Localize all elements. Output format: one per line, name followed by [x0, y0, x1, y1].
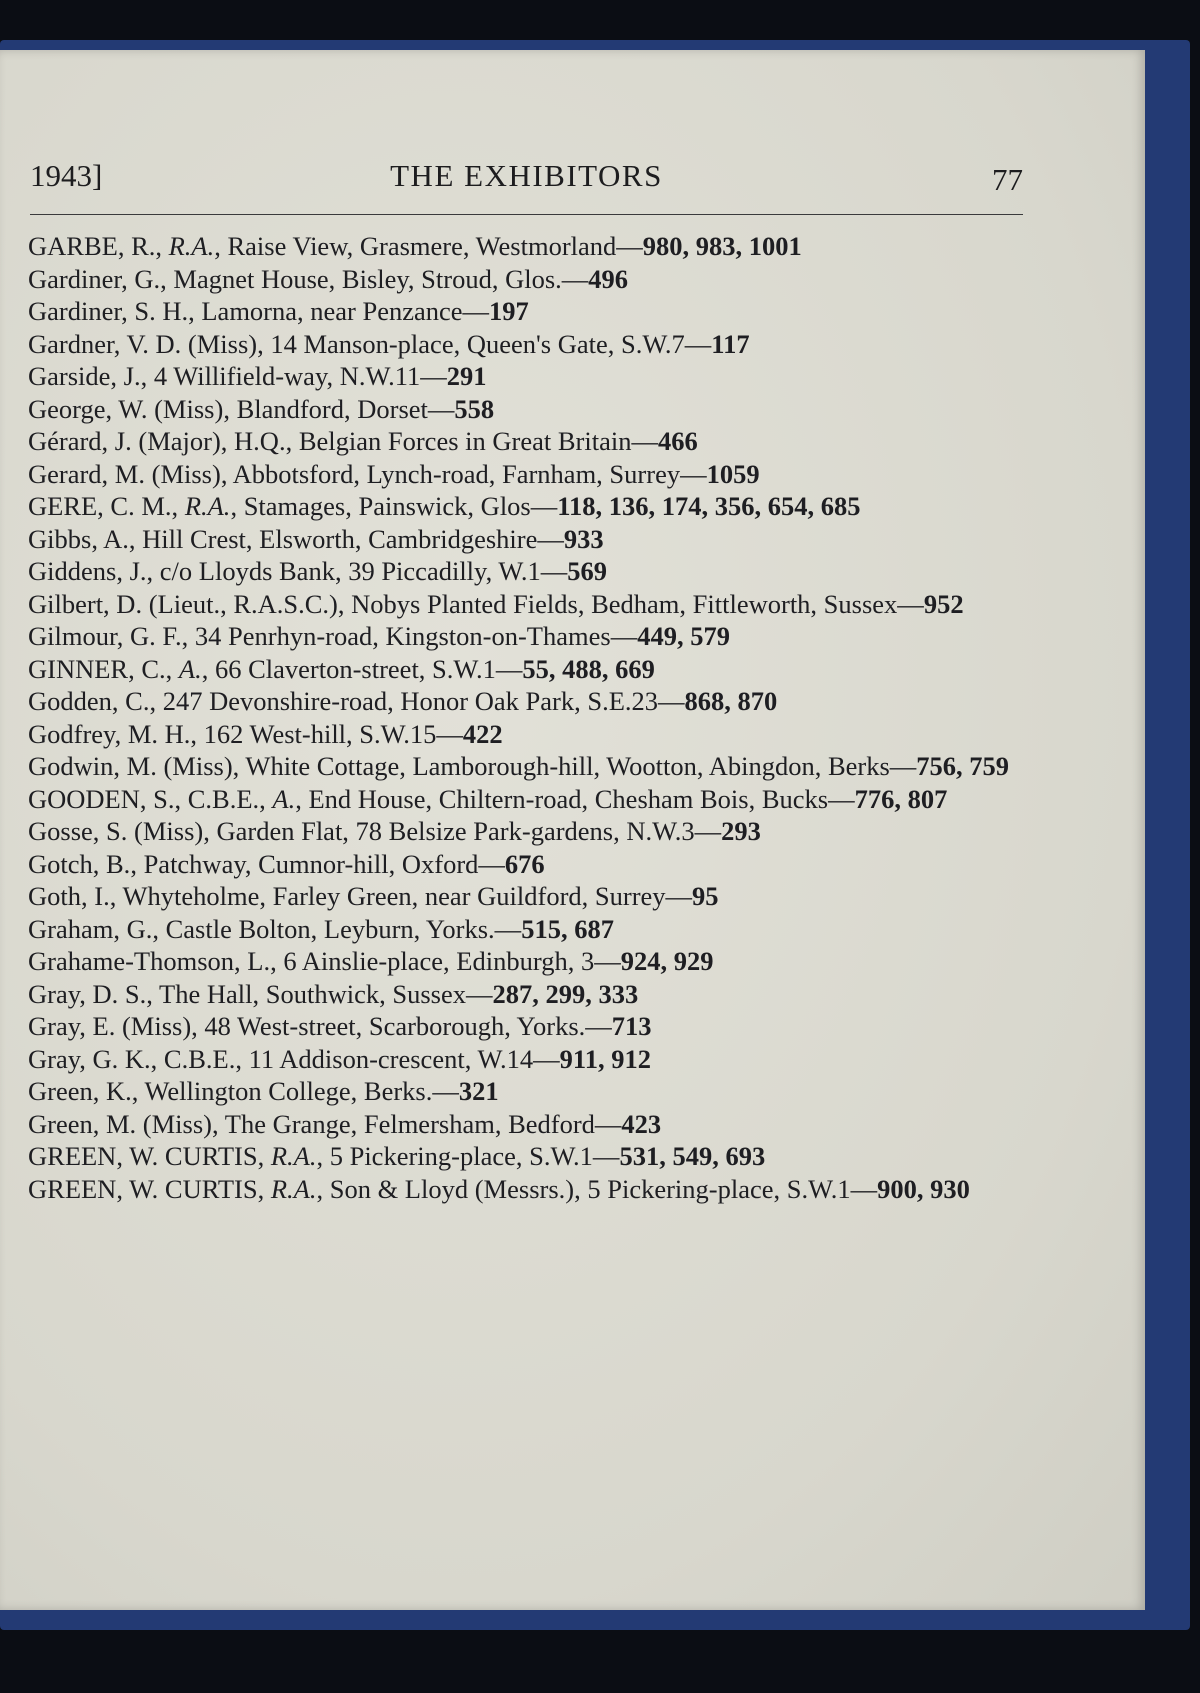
exhibitor-entry: [28, 1075, 1024, 1108]
exhibitor-entry: [28, 230, 1024, 263]
exhibitor-entry: [28, 328, 1024, 361]
catalogue-numbers: 118, 136, 174, 356, 654, 685: [557, 491, 861, 521]
exhibitor-list: [28, 230, 1024, 1205]
catalogue-numbers: 423: [621, 1108, 662, 1139]
exhibitor-entry: [28, 945, 1024, 978]
exhibitor-name: George, W. (Miss): [28, 393, 224, 424]
exhibitor-honor: A.: [272, 783, 296, 814]
catalogue-numbers: 952: [923, 588, 964, 619]
exhibitor-entry: [28, 555, 1024, 588]
exhibitor-name: Green, M. (Miss): [28, 1108, 212, 1139]
exhibitor-name: Gosse, S. (Miss): [28, 816, 204, 846]
exhibitor-name: Godwin, M. (Miss): [28, 751, 233, 781]
catalogue-numbers: 496: [588, 263, 629, 294]
exhibitor-entry: [28, 880, 1024, 913]
exhibitor-name: GREEN, W. CURTIS,: [28, 1141, 271, 1171]
catalogue-numbers: 924, 929: [620, 946, 714, 976]
catalogue-numbers: 911, 912: [559, 1043, 651, 1074]
exhibitor-name: Gray, G. K., C.B.E.: [28, 1043, 236, 1074]
exhibitor-name: Godden, C.: [28, 686, 150, 716]
exhibitor-entry: [28, 523, 1024, 556]
exhibitor-name: GINNER, C.,: [28, 653, 179, 684]
catalogue-numbers: 933: [563, 523, 604, 554]
catalogue-numbers: 117: [711, 328, 750, 359]
catalogue-numbers: 558: [454, 393, 495, 424]
header-rule: [30, 214, 1023, 215]
exhibitor-address: , Blandford, Dorset—: [223, 393, 455, 424]
exhibitor-name: Goth, I.: [28, 881, 110, 911]
catalogue-numbers: 291: [446, 361, 487, 391]
exhibitor-entry: [28, 588, 1024, 621]
catalogue-numbers: 449, 579: [637, 621, 730, 651]
exhibitor-name: Giddens, J.: [28, 556, 147, 586]
exhibitor-name: Gilbert, D. (Lieut., R.A.S.C.): [28, 588, 338, 619]
exhibitor-address: , 162 West-hill, S.W.15—: [190, 718, 463, 749]
exhibitor-name: Gardiner, S. H.: [28, 296, 189, 326]
exhibitor-honor: R.A.: [184, 491, 231, 521]
exhibitor-address: , Nobys Planted Fields, Bedham, Fittleworth, Sussex—: [337, 588, 924, 619]
exhibitor-name: Godfrey, M. H.: [28, 718, 191, 749]
exhibitor-name: Gotch, B.: [28, 848, 131, 879]
catalogue-numbers: 95: [692, 881, 719, 911]
exhibitor-name: GREEN, W. CURTIS,: [28, 1173, 271, 1204]
exhibitor-entry: [28, 685, 1024, 718]
catalogue-numbers: 531, 549, 693: [619, 1141, 766, 1171]
exhibitor-entry: [28, 295, 1024, 328]
exhibitor-address: , White Cottage, Lamborough-hill, Wootton, Abingdon, Berks—: [232, 751, 917, 781]
exhibitor-address: , Stamages, Painswick, Glos—: [230, 491, 558, 521]
catalogue-numbers: 321: [458, 1076, 499, 1106]
running-head-title: THE EXHIBITORS: [390, 158, 663, 193]
catalogue-numbers: 713: [611, 1011, 652, 1041]
exhibitor-address: , 11 Addison-crescent, W.14—: [235, 1043, 560, 1074]
page-number: 77: [992, 162, 1023, 197]
exhibitor-entry: [28, 1173, 1024, 1206]
exhibitor-entry: [28, 848, 1024, 881]
exhibitor-address: , 66 Claverton-street, S.W.1—: [201, 653, 523, 684]
exhibitor-address: , Patchway, Cumnor-hill, Oxford—: [130, 848, 505, 879]
catalogue-numbers: 900, 930: [877, 1173, 970, 1204]
exhibitor-entry: [28, 425, 1024, 458]
exhibitor-address: , End House, Chiltern-road, Chesham Bois, Bucks—: [295, 783, 855, 814]
exhibitor-entry: [28, 393, 1024, 426]
catalogue-numbers: 1059: [706, 458, 760, 489]
catalogue-numbers: 293: [721, 816, 761, 846]
exhibitor-entry: [28, 360, 1024, 393]
exhibitor-name: GERE, C. M.,: [28, 491, 185, 521]
exhibitor-entry: [28, 1043, 1024, 1076]
exhibitor-address: , Magnet House, Bisley, Stroud, Glos.—: [160, 263, 589, 294]
exhibitor-entry: [28, 1140, 1024, 1173]
exhibitor-address: , Castle Bolton, Leyburn, Yorks.—: [152, 913, 522, 944]
catalogue-numbers: 776, 807: [854, 783, 948, 814]
exhibitor-address: , 48 West-street, Scarborough, Yorks.—: [191, 1011, 612, 1041]
exhibitor-entry: [28, 978, 1024, 1011]
exhibitor-entry: [28, 718, 1024, 751]
exhibitor-address: , 6 Ainslie-place, Edinburgh, 3—: [270, 946, 621, 976]
catalogue-numbers: 466: [657, 426, 698, 456]
catalogue-numbers: 287, 299, 333: [492, 978, 639, 1009]
exhibitor-address: , Garden Flat, 78 Belsize Park-gardens, N.W.3—: [203, 816, 722, 846]
exhibitor-entry: [28, 458, 1024, 491]
exhibitor-entry: [28, 263, 1024, 296]
exhibitor-honor: R.A.: [270, 1173, 317, 1204]
exhibitor-entry: [28, 750, 1024, 783]
exhibitor-address: , Raise View, Grasmere, Westmorland—: [214, 231, 643, 261]
exhibitor-address: , Hill Crest, Elsworth, Cambridgeshire—: [128, 523, 564, 554]
exhibitor-entry: [28, 913, 1024, 946]
catalogue-numbers: 55, 488, 669: [522, 653, 655, 684]
exhibitor-address: , 5 Pickering-place, S.W.1—: [316, 1141, 620, 1171]
catalogue-numbers: 980, 983, 1001: [642, 231, 802, 261]
exhibitor-entry: [28, 1108, 1024, 1141]
exhibitor-name: Gray, E. (Miss): [28, 1011, 192, 1041]
exhibitor-address: , Wellington College, Berks.—: [131, 1076, 459, 1106]
exhibitor-address: , H.Q., Belgian Forces in Great Britain—: [220, 426, 658, 456]
exhibitor-name: Gray, D. S.: [28, 978, 147, 1009]
exhibitor-address: , c/o Lloyds Bank, 39 Piccadilly, W.1—: [146, 556, 568, 586]
exhibitor-address: , Son & Lloyd (Messrs.), 5 Pickering-place, S.W.1—: [316, 1173, 878, 1204]
exhibitor-address: , The Hall, Southwick, Sussex—: [146, 978, 493, 1009]
exhibitor-name: Gardiner, G.: [28, 263, 161, 294]
catalogue-numbers: 197: [489, 296, 529, 326]
exhibitor-entry: [28, 653, 1024, 686]
exhibitor-name: Gérard, J. (Major): [28, 426, 221, 456]
catalogue-numbers: 676: [504, 848, 545, 879]
running-head: [30, 158, 1023, 202]
exhibitor-name: Gibbs, A.: [28, 523, 129, 554]
exhibitor-address: , 247 Devonshire-road, Honor Oak Park, S.E.23—: [149, 686, 685, 716]
catalogue-numbers: 868, 870: [684, 686, 778, 716]
exhibitor-address: , 4 Willifield-way, N.W.11—: [140, 361, 447, 391]
exhibitor-name: GOODEN, S., C.B.E.,: [28, 783, 273, 814]
catalogue-numbers: 515, 687: [521, 913, 614, 944]
exhibitor-entry: [28, 783, 1024, 816]
exhibitor-address: , Abbotsford, Lynch-road, Farnham, Surrey—: [220, 458, 707, 489]
exhibitor-name: Gerard, M. (Miss): [28, 458, 221, 489]
catalogue-numbers: 569: [567, 556, 608, 586]
exhibitor-name: Gilmour, G. F.: [28, 621, 182, 651]
exhibitor-name: Garside, J.: [28, 361, 141, 391]
exhibitor-address: , Whyteholme, Farley Green, near Guildford, Surrey—: [109, 881, 693, 911]
catalogue-numbers: 422: [462, 718, 503, 749]
exhibitor-address: , Lamorna, near Penzance—: [188, 296, 490, 326]
exhibitor-address: , 14 Manson-place, Queen's Gate, S.W.7—: [257, 328, 712, 359]
exhibitor-entry: [28, 490, 1024, 523]
exhibitor-entry: [28, 1010, 1024, 1043]
exhibitor-name: Graham, G.: [28, 913, 153, 944]
catalogue-numbers: 756, 759: [916, 751, 1010, 781]
exhibitor-entry: [28, 815, 1024, 848]
exhibitor-name: GARBE, R.,: [28, 231, 169, 261]
exhibitor-name: Gardner, V. D. (Miss): [28, 328, 258, 359]
running-head-year: 1943]: [30, 158, 103, 193]
exhibitor-name: Green, K.: [28, 1076, 132, 1106]
exhibitor-honor: R.A.: [270, 1141, 317, 1171]
exhibitor-honor: R.A.: [168, 231, 215, 261]
exhibitor-honor: A.: [178, 653, 202, 684]
exhibitor-address: , 34 Penrhyn-road, Kingston-on-Thames—: [181, 621, 638, 651]
exhibitor-entry: [28, 620, 1024, 653]
exhibitor-name: Grahame-Thomson, L.: [28, 946, 271, 976]
exhibitor-address: , The Grange, Felmersham, Bedford—: [212, 1108, 622, 1139]
